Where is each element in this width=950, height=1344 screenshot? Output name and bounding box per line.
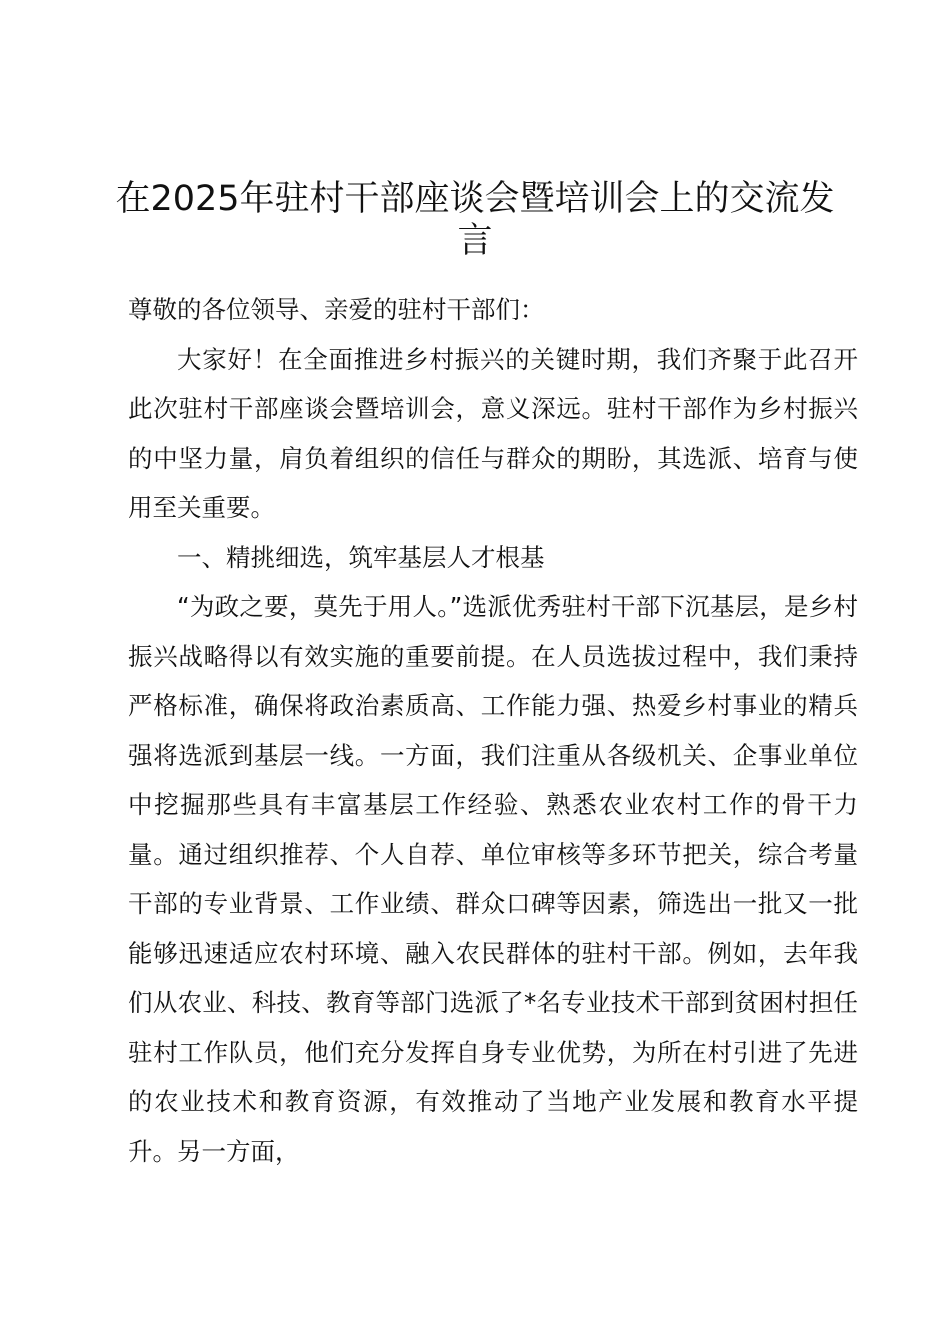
document-title: 在2025年驻村干部座谈会暨培训会上的交流发言 [115,179,835,261]
salutation: 尊敬的各位领导、亲爱的驻村干部们： [128,295,545,324]
document-body [128,285,858,1176]
paragraph-greeting: 大家好！在全面推进乡村振兴的关键时期，我们齐聚于此召开此次驻村干部座谈会暨培训会，意义深远。驻村干部作为乡村振兴的中坚力量，肩负着组织的信任与群众的期盼，其选派、培育与使用至关重要。 [128,344,858,522]
paragraph-selection: “为政之要，莫先于用人。”选派优秀驻村干部下沉基层，是乡村振兴战略得以有效实施的重要前提。在人员选拔过程中，我们秉持严格标准，确保将政治素质高、工作能力强、热爱乡村事业的精兵强将选派到基层一线。一方面，我们注重从各级机关、企事业单位中挖掘那些具有丰富基层工作经验、熟悉农业农村工作的骨干力量。通过组织推荐、个人自荐、单位审核等多环节把关，综合考量干部的专业背景、工作业绩、群众口碑等因素，筛选出一批又一批能够迅速适应农村环境、融入农民群体的驻村干部。例如，去年我们从农业、科技、教育等部门选派了*名专业技术干部到贫困村担任驻村工作队员，他们充分发挥自身专业优势，为所在村引进了先进的农业技术和教育资源，有效推动了当地产业发展和教育水平提升。另一方面， [128,592,858,1166]
section-heading: 一、精挑细选，筑牢基层人才根基 [177,542,545,572]
